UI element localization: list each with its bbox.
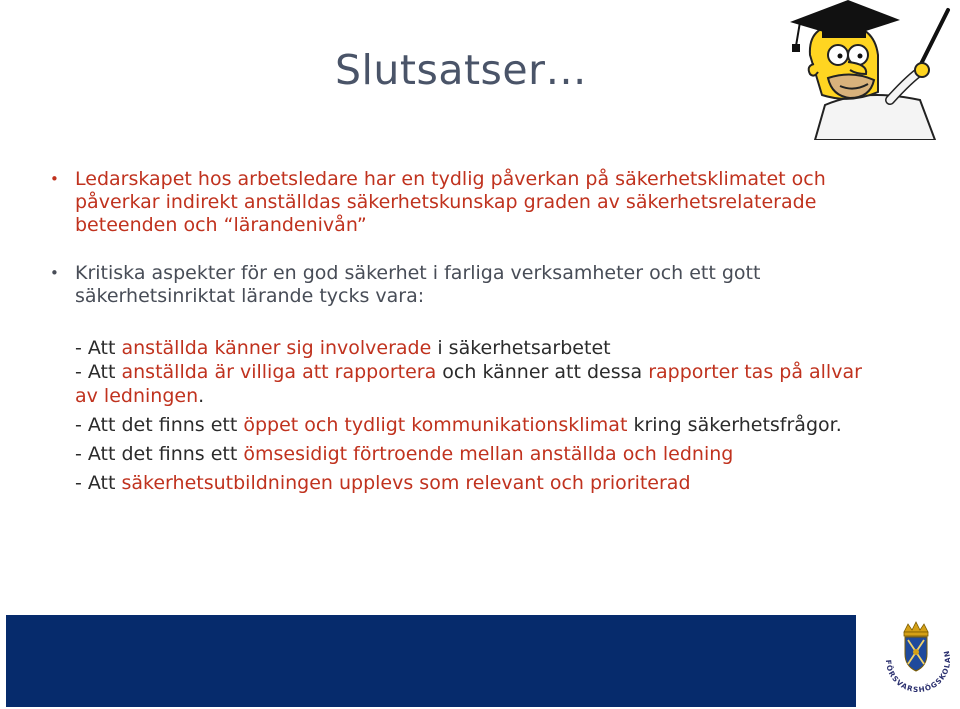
bullet-leadership — [50, 168, 880, 237]
bullet-leadership-text: Ledarskapet hos arbetsledare har en tydlig påverkan på säkerhetsklimatet och påverkar indirekt anställdas säkerhetskunskap graden av säkerhetsrelaterade beteenden och “lärandenivån” — [75, 168, 826, 236]
aspect-reporting: - Att anställda är villiga att rapportera och känner att dessa rapporter tas på allvar av ledningen. — [75, 361, 862, 407]
footer-bar — [6, 615, 856, 707]
aspect-training: - Att säkerhetsutbildningen upplevs som relevant och prioriterad — [75, 472, 691, 494]
bullet-dot-icon: • — [50, 264, 59, 282]
bullet-critical-aspects-text: Kritiska aspekter för en god säkerhet i farliga verksamheter och ett gott säkerhetsinriktat lärande tycks vara: — [75, 262, 761, 307]
graduate-mascot-illustration — [770, 0, 960, 140]
slide-title: Slutsatser… — [335, 46, 587, 94]
university-emblem-logo — [878, 612, 958, 704]
aspect-communication: - Att det finns ett öppet och tydligt kommunikationsklimat kring säkerhetsfrågor. — [75, 414, 842, 436]
aspect-trust: - Att det finns ett ömsesidigt förtroende mellan anställda och ledning — [75, 443, 734, 465]
bullet-dot-icon: • — [50, 170, 59, 188]
bullet-critical-aspects — [50, 262, 880, 308]
emblem-ring-text: FÖRSVARSHÖGSKOLAN — [883, 649, 953, 695]
aspect-involvement: - Att anställda känner sig involverade i säkerhetsarbetet — [75, 337, 611, 359]
slide-content — [50, 168, 880, 495]
